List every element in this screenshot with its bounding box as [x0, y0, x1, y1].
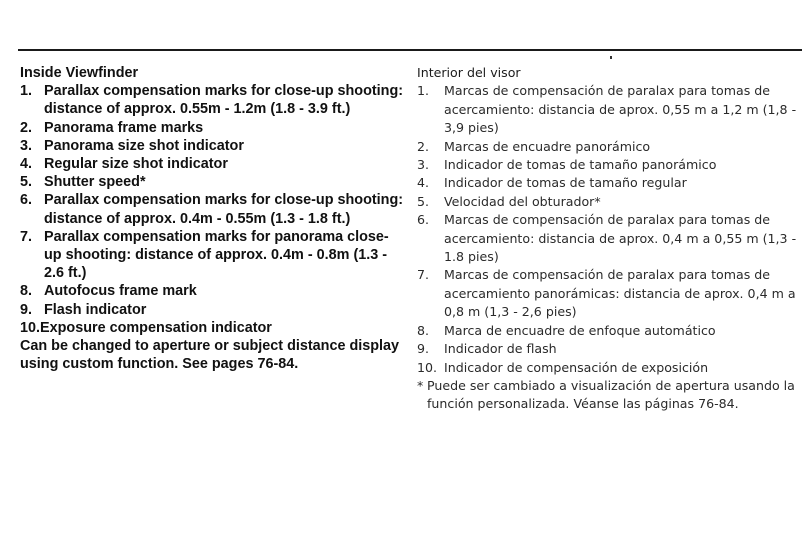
item-number: 10. [20, 319, 41, 336]
item-text: Shutter speed* [44, 174, 146, 191]
spanish-item-6 [417, 211, 802, 266]
item-number: 8. [20, 283, 33, 300]
item-number: 3. [417, 157, 430, 173]
spanish-footnote [417, 377, 802, 414]
item-text: Panorama frame marks [44, 119, 204, 136]
item-number: 7. [20, 228, 33, 245]
footnote-asterisk: * [417, 377, 424, 393]
item-number: 1. [417, 83, 430, 99]
spanish-column [417, 64, 802, 414]
item-text: Regular size shot indicator [44, 156, 228, 173]
item-text: Indicador de compensación de exposición [444, 359, 709, 375]
english-item-6 [20, 191, 405, 227]
item-text: Parallax compensation marks for close-up shooting: distance of approx. 0.55m - 1.2m (1.8 - 3.9 ft.) [44, 83, 404, 118]
item-text: Indicador de tomas de tamaño panorámico [444, 157, 717, 173]
item-number: 10. [417, 359, 438, 375]
english-item-10 [20, 319, 405, 337]
english-item-9 [20, 301, 405, 319]
spanish-heading: Interior del visor [417, 65, 521, 80]
item-text: Marcas de encuadre panorámico [444, 138, 651, 154]
item-text: Marcas de compensación de paralax para tomas de acercamiento panorámicas: distancia de aprox. 0,4 m a 0,8 m (1,3 - 2,6 pies) [444, 267, 796, 320]
english-item-2 [20, 119, 405, 137]
english-column [20, 64, 405, 373]
spanish-footnote-text: Puede ser cambiado a visualización de apertura usando la función personalizada. Véanse las páginas 76-84. [427, 377, 795, 412]
item-number: 6. [20, 192, 33, 209]
top-rule [18, 49, 802, 51]
spanish-item-2 [417, 138, 802, 156]
item-text: Parallax compensation marks for close-up shooting: distance of approx. 0.4m - 0.55m (1.3 - 1.8 ft.) [44, 192, 404, 227]
english-item-7 [20, 228, 405, 283]
english-heading: Inside Viewfinder [20, 65, 139, 81]
english-item-3 [20, 137, 405, 155]
item-number: 1. [20, 83, 33, 100]
item-number: 9. [417, 341, 430, 357]
item-number: 5. [417, 193, 430, 209]
item-number: 3. [20, 137, 33, 154]
item-number: 4. [20, 156, 33, 173]
english-item-5 [20, 173, 405, 191]
small-tick-mark [610, 56, 612, 59]
english-item-1 [20, 82, 405, 118]
item-text: Flash indicator [44, 301, 147, 318]
spanish-item-4 [417, 174, 802, 192]
item-number: 9. [20, 301, 33, 318]
spanish-item-10 [417, 359, 802, 377]
english-list [20, 82, 405, 337]
item-text: Marca de encuadre de enfoque automático [444, 322, 716, 338]
spanish-list [417, 82, 802, 377]
item-number: 5. [20, 174, 33, 191]
item-text: Marcas de compensación de paralax para tomas de acercamiento: distancia de aprox. 0,4 m a 0,55 m (1,3 - 1.8 pies) [444, 212, 797, 265]
item-text: Panorama size shot indicator [44, 137, 244, 154]
item-text: Velocidad del obturador* [444, 193, 601, 209]
spanish-item-8 [417, 322, 802, 340]
item-number: 8. [417, 322, 430, 338]
item-text: Indicador de flash [444, 341, 557, 357]
item-text: Autofocus frame mark [44, 283, 197, 300]
item-text: Exposure compensation indicator [40, 319, 272, 336]
item-text: Indicador de tomas de tamaño regular [444, 175, 687, 191]
item-text: Marcas de compensación de paralax para tomas de acercamiento: distancia de aprox. 0,55 m a 1,2 m (1,8 - 3,9 pies) [444, 83, 797, 136]
spanish-item-9 [417, 340, 802, 358]
item-number: 7. [417, 267, 430, 283]
spanish-item-7 [417, 266, 802, 321]
item-number: 2. [417, 138, 430, 154]
item-text: Parallax compensation marks for panorama close-up shooting: distance of approx. 0.4m - 0.8m (1.3 - 2.6 ft.) [44, 228, 389, 282]
item-number: 4. [417, 175, 430, 191]
spanish-item-3 [417, 156, 802, 174]
spanish-item-1 [417, 82, 802, 137]
spanish-item-5 [417, 193, 802, 211]
item-number: 6. [417, 212, 430, 228]
english-item-8 [20, 282, 405, 300]
english-footnote: Can be changed to aperture or subject distance display using custom function. See pages 76-84. [20, 338, 400, 373]
english-item-4 [20, 155, 405, 173]
item-number: 2. [20, 119, 33, 136]
